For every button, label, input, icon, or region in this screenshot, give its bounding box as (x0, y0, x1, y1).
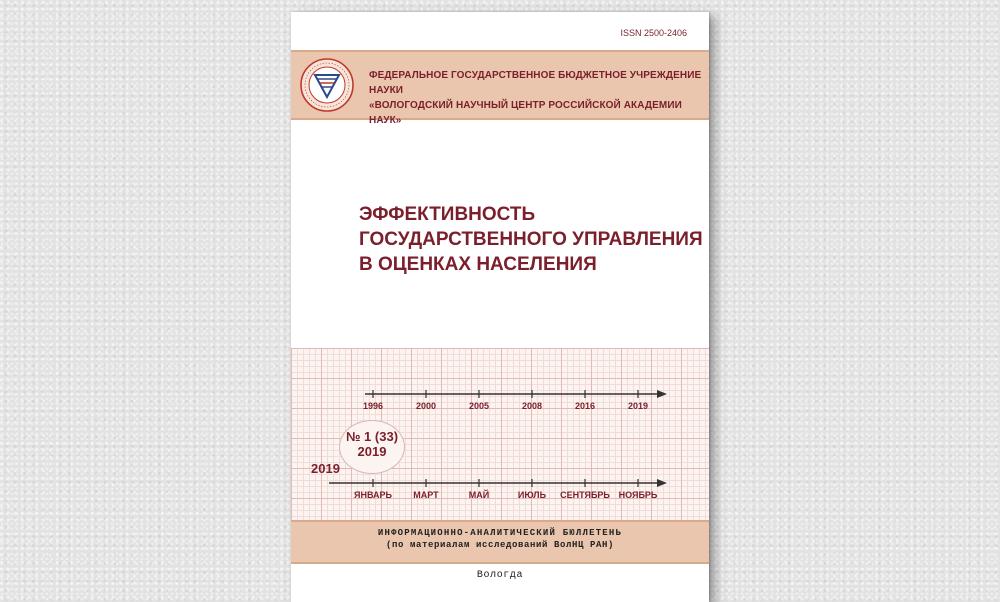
title-line-2: ГОСУДАРСТВЕННОГО УПРАВЛЕНИЯ (359, 229, 703, 250)
cover-title (359, 202, 703, 277)
year-label: 2008 (521, 401, 543, 411)
organization-line-2: «ВОЛОГОДСКИЙ НАУЧНЫЙ ЦЕНТР РОССИЙСКОЙ АКАДЕМИИ НАУК» (369, 100, 682, 126)
publication-city: Вологда (476, 570, 524, 581)
month-label: ЯНВАРЬ (354, 490, 392, 500)
issue-number: № 1 (33) (345, 429, 399, 444)
month-label: НОЯБРЬ (618, 490, 658, 500)
organization-band (291, 50, 709, 126)
bulletin-band (291, 520, 709, 564)
vscc-ras-emblem-icon (299, 57, 355, 113)
bulletin-subtitle: (по материалам исследований ВолНЦ РАН) (385, 540, 615, 550)
year-label: 2000 (415, 401, 437, 411)
year-label: 1996 (362, 401, 384, 411)
month-label: СЕНТЯБРЬ (560, 490, 610, 500)
month-label: МАРТ (413, 490, 439, 500)
months-axis-arrow (657, 479, 667, 487)
title-line-1: ЭФФЕКТИВНОСТЬ (359, 204, 536, 225)
journal-cover (291, 12, 709, 602)
issue-year: 2019 (357, 444, 387, 459)
issn-label: ISSN 2500-2406 (620, 28, 687, 38)
month-label: МАЙ (468, 490, 490, 500)
year-label: 2016 (574, 401, 596, 411)
timeline-year-label: 2019 (311, 461, 340, 476)
organization-line-1: ФЕДЕРАЛЬНОЕ ГОСУДАРСТВЕННОЕ БЮДЖЕТНОЕ УЧРЕЖДЕНИЕ НАУКИ (369, 70, 702, 96)
title-line-3: В ОЦЕНКАХ НАСЕЛЕНИЯ (359, 254, 597, 275)
year-label: 2005 (468, 401, 490, 411)
year-label: 2019 (627, 401, 649, 411)
bulletin-title: ИНФОРМАЦИОННО-АНАЛИТИЧЕСКИЙ БЮЛЛЕТЕНЬ (377, 528, 623, 538)
years-axis-arrow (657, 390, 667, 398)
issue-badge (339, 420, 405, 474)
month-label: ИЮЛЬ (517, 490, 547, 500)
